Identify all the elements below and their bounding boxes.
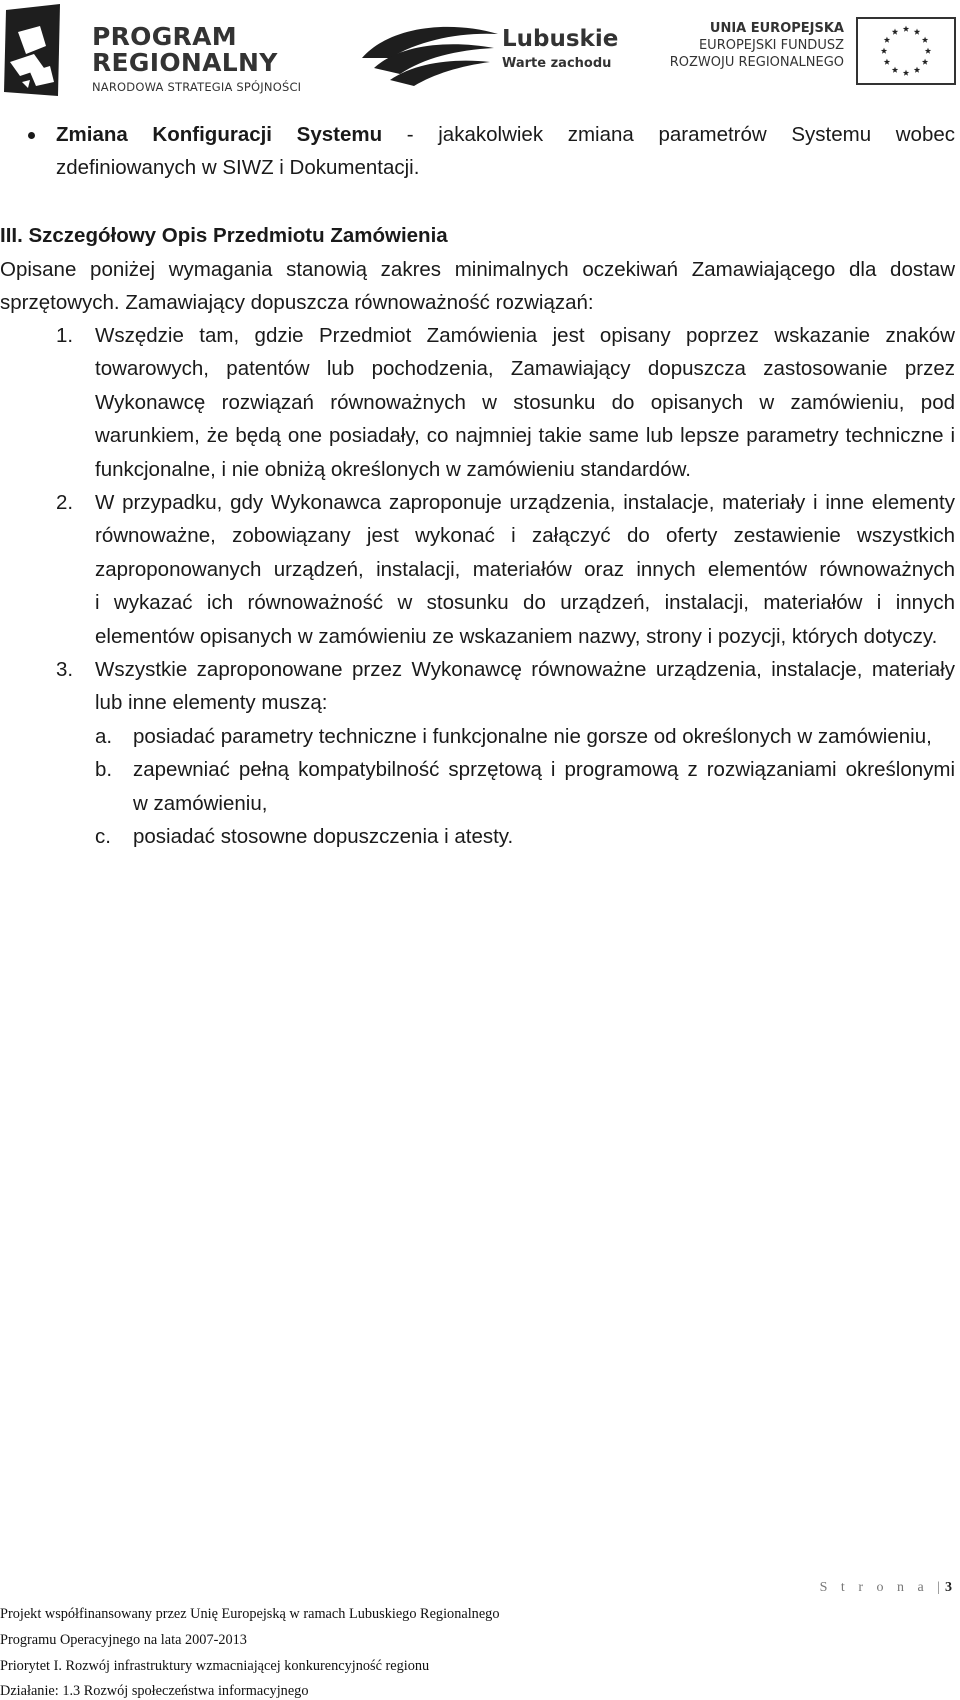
item-line: lub inne elementy muszą:	[95, 691, 328, 715]
subitem-line: zapewniać pełną kompatybilność sprzętową i programową z rozwiązaniami określonymi	[133, 758, 955, 782]
page-header	[0, 0, 960, 100]
footer-line-4: Działanie: 1.3 Rozwój społeczeństwa informacyjnego	[0, 1683, 309, 1699]
eu-logo-line2: EUROPEJSKI FUNDUSZ	[698, 38, 844, 53]
footer-line-1: Projekt współfinansowany przez Unię Europejską w ramach Lubuskiego Regionalnego	[0, 1606, 500, 1622]
item-line: Wszędzie tam, gdzie Przedmiot Zamówienia jest opisany poprzez wskazanie znaków	[95, 324, 955, 347]
item-line: elementów opisanych w zamówieniu ze wskazaniem nazwy, strony i pozycji, których dotyczy.	[95, 624, 938, 648]
program-regionalny-emblem-icon	[0, 2, 90, 98]
item-line: zaproponowanych urządzeń, instalacji, materiałów oraz innych elementów równoważnych	[95, 557, 955, 581]
item-line: równoważne, zobowiązany jest wykonać i załączyć do oferty zestawienie wszystkich	[95, 524, 955, 548]
bullet-dot-icon	[28, 132, 35, 139]
lubuskie-emblem-icon	[360, 18, 500, 90]
footer-line-2: Programu Operacyjnego na lata 2007-2013	[0, 1632, 247, 1648]
section-heading: III. Szczegółowy Opis Przedmiotu Zamówienia	[0, 224, 448, 247]
eu-logo-line1: UNIA EUROPEJSKA	[709, 21, 844, 36]
lubuskie-tagline: Warte zachodu	[502, 56, 612, 71]
subitem-label: a.	[95, 724, 113, 748]
eu-logo-line3: ROZWOJU REGIONALNEGO	[669, 55, 844, 70]
item-line: i wykazać ich równoważność w stosunku do urządzeń, instalacji, materiałów i innych	[95, 591, 955, 615]
program-logo-subtitle: NARODOWA STRATEGIA SPÓJNOŚCI	[92, 80, 302, 94]
subitem-label: c.	[95, 825, 111, 848]
item-number: 2.	[56, 491, 74, 514]
item-number: 3.	[56, 658, 74, 681]
bullet-rest: - jakakolwiek zmiana parametrów Systemu wobec	[382, 123, 956, 146]
bullet-term: Zmiana Konfiguracji Systemu	[56, 123, 383, 146]
intro-line-1: Opisane poniżej wymagania stanowią zakres minimalnych oczekiwań Zamawiającego dla dostaw	[0, 258, 955, 281]
lubuskie-name: Lubuskie	[502, 26, 619, 52]
page-number-indicator	[820, 1580, 952, 1596]
item-number: 1.	[56, 324, 74, 347]
item-line: funkcjonalne, i nie obniżą określonych w zamówieniu standardów.	[95, 457, 691, 481]
subitem-line: posiadać parametry techniczne i funkcjonalne nie gorsze od określonych w zamówieniu,	[133, 724, 932, 748]
subitem-line: posiadać stosowne dopuszczenia i atesty.	[133, 825, 514, 848]
subitem-line: w zamówieniu,	[133, 791, 268, 815]
page-number: 3	[945, 1580, 952, 1595]
program-logo-line2: REGIONALNY	[92, 48, 278, 77]
eu-logo	[664, 16, 960, 86]
footer-line-3: Priorytet I. Rozwój infrastruktury wzmacniającej konkurencyjność regionu	[0, 1658, 430, 1674]
eu-logo-text	[670, 20, 844, 71]
bullet-line-1	[56, 118, 955, 151]
item-line: Wykonawcę rozwiązań równoważnych w stosunku do opisanych w zamówieniu, pod	[95, 390, 955, 414]
lubuskie-logo	[360, 14, 620, 94]
bullet-line-2: zdefiniowanych w SIWZ i Dokumentacji.	[56, 156, 420, 179]
subitem-label: b.	[95, 758, 113, 782]
item-line: towarowych, patentów lub pochodzenia, Zamawiający dopuszcza zastosowanie przez	[95, 357, 955, 381]
item-line: W przypadku, gdy Wykonawca zaproponuje urządzenia, instalacje, materiały i inne elementy	[95, 491, 955, 514]
page-label: S t r o n a |	[819, 1580, 945, 1595]
item-line: warunkiem, że będą one posiadały, co najmniej takie same lub lepsze parametry techniczne i	[95, 424, 955, 448]
program-regionalny-logo	[0, 2, 310, 98]
program-logo-line1: PROGRAM	[92, 22, 237, 51]
item-line: Wszystkie zaproponowane przez Wykonawcę równoważne urządzenia, instalacje, materiały	[95, 658, 955, 681]
eu-flag-icon	[856, 17, 956, 85]
intro-line-2: sprzętowych. Zamawiający dopuszcza równoważność rozwiązań:	[0, 291, 594, 314]
